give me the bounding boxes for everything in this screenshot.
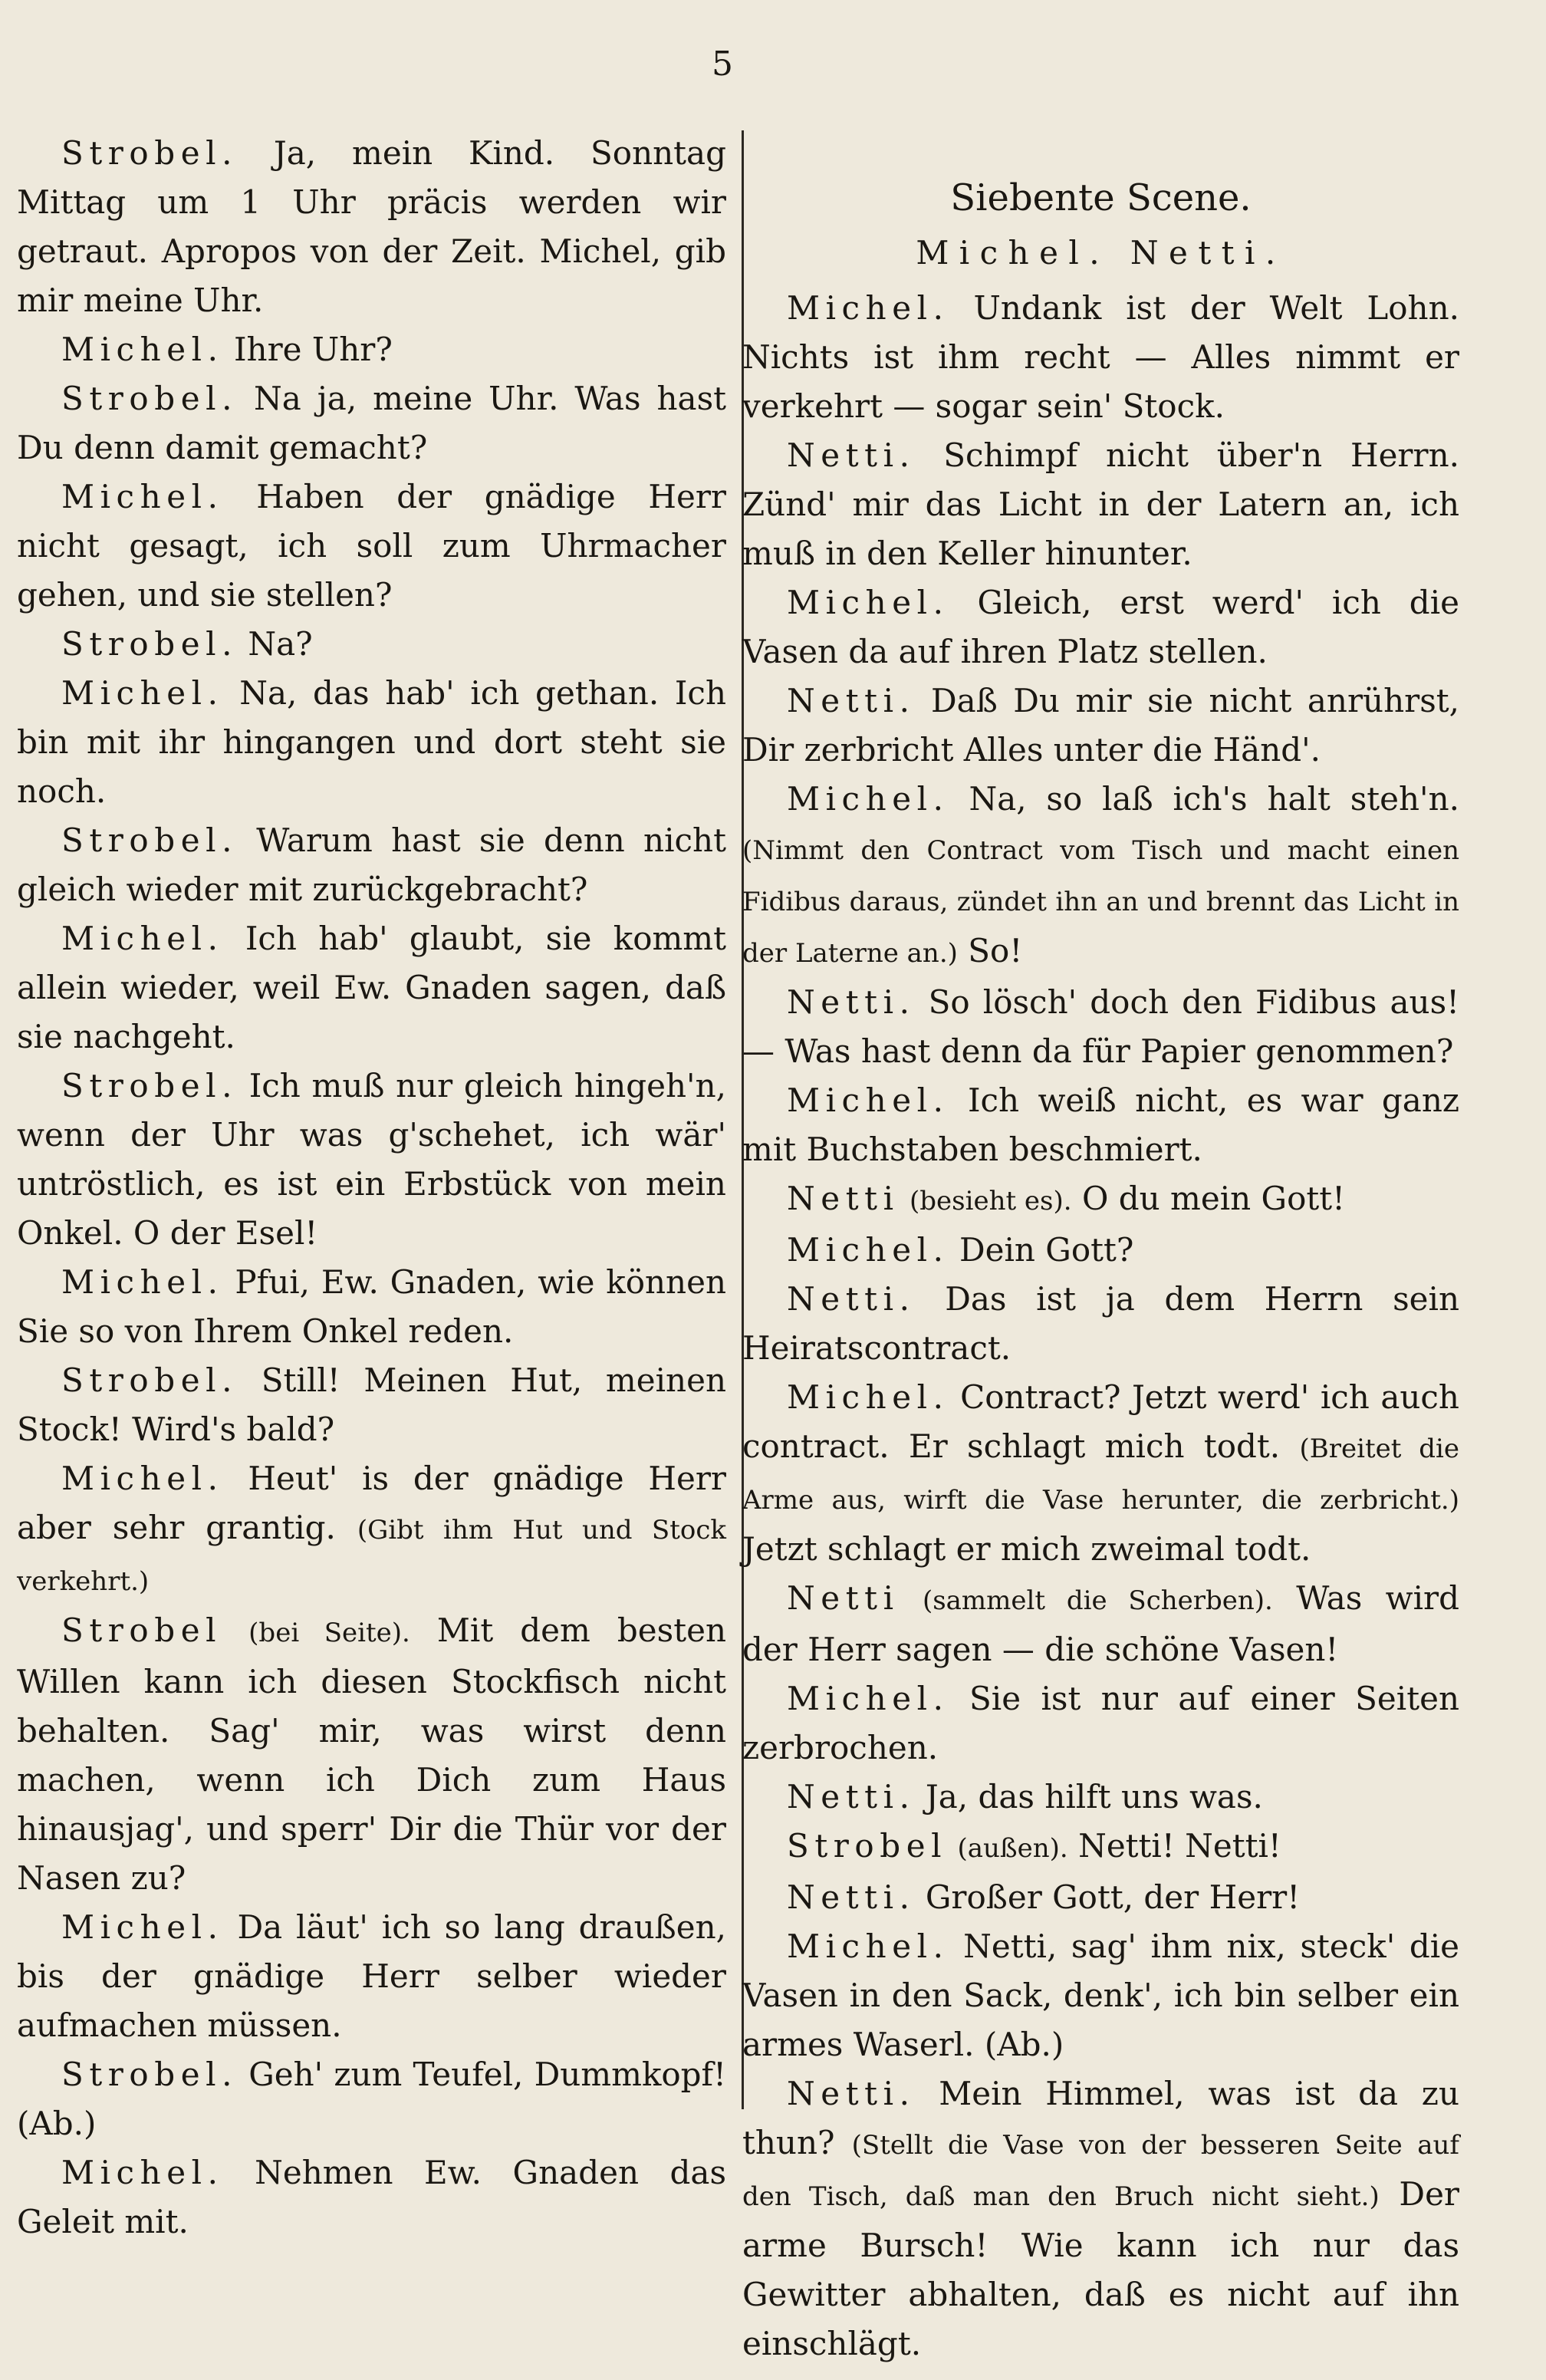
speaker: Michel. [787,584,949,621]
stage-direction: (außen). [957,1833,1068,1864]
left-column [17,129,726,2247]
speech-text: Ja, das hilft uns was. [925,1778,1263,1815]
speech-netti-3 [742,978,1459,1076]
speech-michel-1 [17,325,726,374]
speech-text: Nehmen Ew. Gnaden das Geleit mit. [17,2154,727,2240]
speech-michel-2 [17,472,726,620]
speaker: Strobel [61,1611,222,1649]
speech-text: Ich weiß nicht, es war ganz mit Buchstaben beschmiert. [742,1081,1459,1168]
speech-strobel-9 [742,1822,1459,1873]
stage-direction: (Nimmt den Contract vom Tisch und macht einen Fidibus daraus, zündet ihn an und brennt das Licht in der Laterne an.) [742,835,1459,969]
speech-strobel-2 [17,374,726,472]
speaker: Michel. [61,1908,224,1946]
speaker: Strobel. [61,1361,238,1399]
speech-text: Warum hast sie denn nicht gleich wieder mit zurückgebracht? [17,821,726,908]
speech-michel-9 [742,284,1459,431]
speech-michel-13 [742,1226,1459,1275]
right-column [742,129,1459,2368]
stage-direction: (bei Seite). [248,1618,410,1648]
speech-michel-16 [742,1922,1459,2069]
speech-michel-12 [742,1076,1459,1174]
speech-text: Gleich, erst werd' ich die Vasen da auf ihren Platz stellen. [742,584,1459,670]
speech-michel-4 [17,914,726,1062]
speaker: Strobel. [61,1067,238,1104]
speech-text: Mein Himmel, was ist da zu thun? [742,2075,1459,2161]
scene-characters: Michel. Netti. [916,234,1286,272]
speaker: Michel. [787,289,949,327]
speech-text: Na, das hab' ich gethan. Ich bin mit ihr hingangen und dort steht sie noch. [17,674,726,810]
speaker: Michel. [787,1680,949,1717]
speaker: Netti. [787,1280,916,1318]
speaker: Netti. [787,2075,916,2112]
speech-michel-14 [742,1373,1459,1574]
speech-michel-8 [17,2148,726,2247]
speech-michel-10 [742,578,1459,676]
stage-direction: (sammelt die Scherben). [922,1585,1273,1616]
speech-text: Na, so laß ich's halt steh'n. [969,780,1459,818]
speech-text: Ihre Uhr? [233,331,393,368]
speaker: Strobel. [61,134,238,172]
speaker: Michel. [61,920,224,957]
speech-strobel-5 [17,1062,726,1258]
speech-text: Ja, mein Kind. Sonntag Mittag um 1 Uhr präcis werden wir getraut. Apropos von der Zeit. Michel, gib mir meine Uhr. [17,134,726,319]
speech-netti-7 [742,1773,1459,1822]
speaker: Netti. [787,1778,916,1815]
speech-text: Contract? Jetzt werd' ich auch contract. Er schlagt mich todt. [742,1378,1459,1465]
speech-netti-5 [742,1275,1459,1373]
speech-text: Na? [248,625,313,663]
speech-text: Ich muß nur gleich hingeh'n, wenn der Uhr was g'schehet, ich wär' untröstlich, es ist ein Erbstück von mein Onkel. O der Esel! [17,1067,726,1252]
speech-strobel-7 [17,1606,726,1903]
speech-text: Netti! Netti! [1078,1827,1281,1865]
speech-text: Netti, sag' ihm nix, steck' die Vasen in den Sack, denk', ich bin selber ein armes Waserl. (Ab.) [742,1927,1459,2063]
speech-text: Sie ist nur auf einer Seiten zerbrochen. [742,1680,1459,1766]
speaker: Strobel [787,1827,948,1865]
speaker: Michel. [787,1378,949,1416]
speaker: Michel. [61,1460,224,1497]
speech-text: Da läut' ich so lang draußen, bis der gnädige Herr selber wieder aufmachen müssen. [17,1908,726,2044]
speech-michel-11 [742,775,1459,978]
speech-netti-2 [742,676,1459,775]
speech-netti-6 [742,1574,1459,1674]
speech-michel-5 [17,1258,726,1356]
speech-text: Schimpf nicht über'n Herrn. Zünd' mir das Licht in der Latern an, ich muß in den Keller hinunter. [742,436,1459,572]
stage-direction: (besieht es). [909,1186,1072,1216]
speech-text: Still! Meinen Hut, meinen Stock! Wird's bald? [17,1361,726,1448]
speech-text: Daß Du mir sie nicht anrührst, Dir zerbricht Alles unter die Händ'. [742,682,1459,769]
stage-direction: (Gibt ihm Hut und Stock verkehrt.) [17,1515,726,1597]
speech-strobel-4 [17,816,726,914]
speaker: Michel. [61,674,224,712]
speech-text-after: Der arme Bursch! Wie kann ich nur das Gewitter abhalten, daß es nicht auf ihn einschlägt. [742,2175,1459,2362]
speaker: Michel. [61,2154,224,2191]
speech-text: Das ist ja dem Herrn sein Heiratscontract. [742,1280,1460,1367]
speech-text: Undank ist der Welt Lohn. Nichts ist ihm recht — Alles nimmt er verkehrt — sogar sein' Stock. [742,289,1459,425]
speech-text: Ich hab' glaubt, sie kommt allein wieder, weil Ew. Gnaden sagen, daß sie nachgeht. [17,920,727,1055]
speaker: Netti [787,1180,900,1217]
speaker: Michel. [61,1263,224,1301]
speech-text: Was wird der Herr sagen — die schöne Vasen! [742,1579,1460,1668]
speech-text: Haben der gnädige Herr nicht gesagt, ich soll zum Uhrmacher gehen, und sie stellen? [17,478,726,614]
speech-strobel-6 [17,1356,726,1454]
speaker: Michel. [787,1927,949,1965]
speaker: Netti. [787,436,916,474]
speech-strobel-1 [17,129,726,325]
speech-michel-15 [742,1674,1459,1773]
speech-text: Mit dem besten Willen kann ich diesen Stockfisch nicht behalten. Sag' mir, was wirst denn machen, wenn ich Dich zum Haus hinausjag', und sperr' Dir die Thür vor der Nasen zu? [17,1611,726,1897]
speaker: Strobel. [61,625,238,663]
speech-text: Na ja, meine Uhr. Was hast Du denn damit gemacht? [17,380,726,466]
speech-michel-7 [17,1903,726,2050]
speech-text: Heut' is der gnädige Herr aber sehr grantig. [17,1460,726,1546]
speaker: Michel. [787,1081,949,1119]
speaker: Michel. [787,1231,949,1269]
speaker: Netti. [787,983,916,1021]
speech-michel-6 [17,1454,726,1606]
speaker: Netti [787,1579,900,1617]
speech-strobel-3 [17,620,726,669]
speaker: Netti. [787,1878,916,1916]
speaker: Netti. [787,682,916,719]
speech-text: Geh' zum Teufel, Dummkopf! (Ab.) [17,2056,726,2142]
speech-text-after: So! [968,932,1023,969]
speech-netti-1 [742,431,1459,578]
speech-netti-9 [742,2069,1459,2368]
speech-text: So lösch' doch den Fidibus aus! — Was hast denn da für Papier genommen? [742,983,1460,1070]
speaker: Strobel. [61,2056,238,2093]
speaker: Michel. [787,780,949,818]
stage-direction: (Stellt die Vase von der besseren Seite auf den Tisch, daß man den Bruch nicht sieht.) [742,2130,1459,2212]
speaker: Michel. [61,478,224,515]
scene-title: Siebente Scene. [950,176,1252,219]
speech-text: Großer Gott, der Herr! [925,1878,1301,1916]
speech-michel-3 [17,669,726,816]
stage-direction: (Breitet die Arme aus, wirft die Vase herunter, die zerbricht.) [742,1434,1459,1516]
speaker: Strobel. [61,821,238,859]
speech-netti-8 [742,1873,1459,1922]
speech-text: Pfui, Ew. Gnaden, wie können Sie so von Ihrem Onkel reden. [17,1263,726,1350]
speech-netti-4 [742,1174,1459,1226]
speech-text: O du mein Gott! [1081,1180,1345,1217]
speech-text-after: Jetzt schlagt er mich zweimal todt. [742,1530,1311,1568]
speech-strobel-8 [17,2050,726,2148]
speaker: Michel. [61,331,224,368]
page-number: 5 [712,44,733,84]
speaker: Strobel. [61,380,238,417]
speech-text: Dein Gott? [959,1231,1134,1269]
